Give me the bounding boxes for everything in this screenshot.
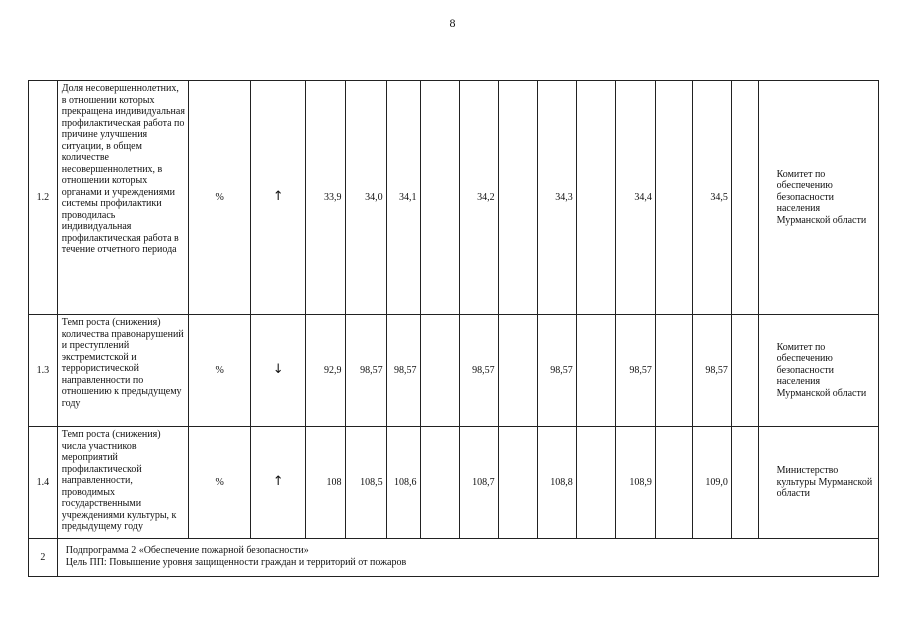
value-cell: 34,1 [386, 81, 420, 315]
value-cell: 109,0 [692, 427, 731, 539]
indicator-name: Темп роста (снижения) числа участников мероприятий профилактической направленности, проводимых государственными учреждениями культуры, к предыдущему году [57, 427, 189, 539]
empty-cell [576, 427, 615, 539]
value-cell: 108 [306, 427, 345, 539]
row-index: 1.2 [29, 81, 58, 315]
indicators-table [28, 80, 879, 577]
responsible-cell: Комитет по обеспечению безопасности населения Мурманской области [758, 315, 878, 427]
trend-arrow: ↓ [272, 362, 284, 378]
trend-arrow-icon [250, 81, 306, 315]
value-cell: 98,57 [615, 315, 655, 427]
row-index: 1.4 [29, 427, 58, 539]
value-cell: 34,3 [537, 81, 576, 315]
subprogram-title: Подпрограмма 2 «Обеспечение пожарной безопасности» [65, 545, 309, 556]
unit-cell: % [189, 315, 251, 427]
value-cell: 98,57 [692, 315, 731, 427]
empty-cell [420, 427, 459, 539]
table-row [29, 81, 879, 315]
subprogram-cell [57, 539, 878, 577]
subprogram-goal: Цель ПП: Повышение уровня защищенности граждан и территорий от пожаров [65, 556, 407, 568]
value-cell: 108,7 [459, 427, 498, 539]
empty-cell [731, 315, 758, 427]
empty-cell [655, 427, 692, 539]
empty-cell [576, 81, 615, 315]
table-row [29, 315, 879, 427]
value-cell: 98,57 [459, 315, 498, 427]
table-row [29, 427, 879, 539]
empty-cell [498, 81, 537, 315]
row-index: 2 [29, 539, 58, 577]
value-cell: 34,5 [692, 81, 731, 315]
empty-cell [498, 315, 537, 427]
empty-cell [498, 427, 537, 539]
value-cell: 34,0 [345, 81, 386, 315]
empty-cell [655, 315, 692, 427]
empty-cell [655, 81, 692, 315]
value-cell: 34,2 [459, 81, 498, 315]
subprogram-row [29, 539, 879, 577]
responsible-cell: Комитет по обеспечению безопасности населения Мурманской области [758, 81, 878, 315]
unit-cell: % [189, 427, 251, 539]
trend-arrow-icon [250, 315, 306, 427]
value-cell: 108,6 [386, 427, 420, 539]
value-cell: 92,9 [306, 315, 345, 427]
empty-cell [420, 81, 459, 315]
row-index: 1.3 [29, 315, 58, 427]
value-cell: 98,57 [345, 315, 386, 427]
page-number: 8 [449, 16, 456, 30]
trend-arrow-icon [250, 427, 306, 539]
responsible-cell: Министерство культуры Мурманской области [758, 427, 878, 539]
value-cell: 33,9 [306, 81, 345, 315]
indicator-name: Темп роста (снижения) количества правонарушений и преступлений экстремистской и террористической направленности по отношению к предыдущему году [57, 315, 189, 427]
value-cell: 108,9 [615, 427, 655, 539]
value-cell: 108,5 [345, 427, 386, 539]
empty-cell [731, 81, 758, 315]
value-cell: 98,57 [386, 315, 420, 427]
value-cell: 34,4 [615, 81, 655, 315]
indicator-name: Доля несовершеннолетних, в отношении которых прекращена индивидуальная профилактическая работа по причине улучшения ситуации, в общем количестве несовершеннолетних, в отношении которых органами и учреждениями системы профилактики проводилась индивидуальная профилактическая работа в течение отчетного периода [57, 81, 189, 315]
value-cell: 108,8 [537, 427, 576, 539]
unit-cell: % [189, 81, 251, 315]
trend-arrow: ↑ [272, 189, 284, 205]
empty-cell [576, 315, 615, 427]
empty-cell [731, 427, 758, 539]
trend-arrow: ↑ [272, 474, 284, 490]
empty-cell [420, 315, 459, 427]
value-cell: 98,57 [537, 315, 576, 427]
